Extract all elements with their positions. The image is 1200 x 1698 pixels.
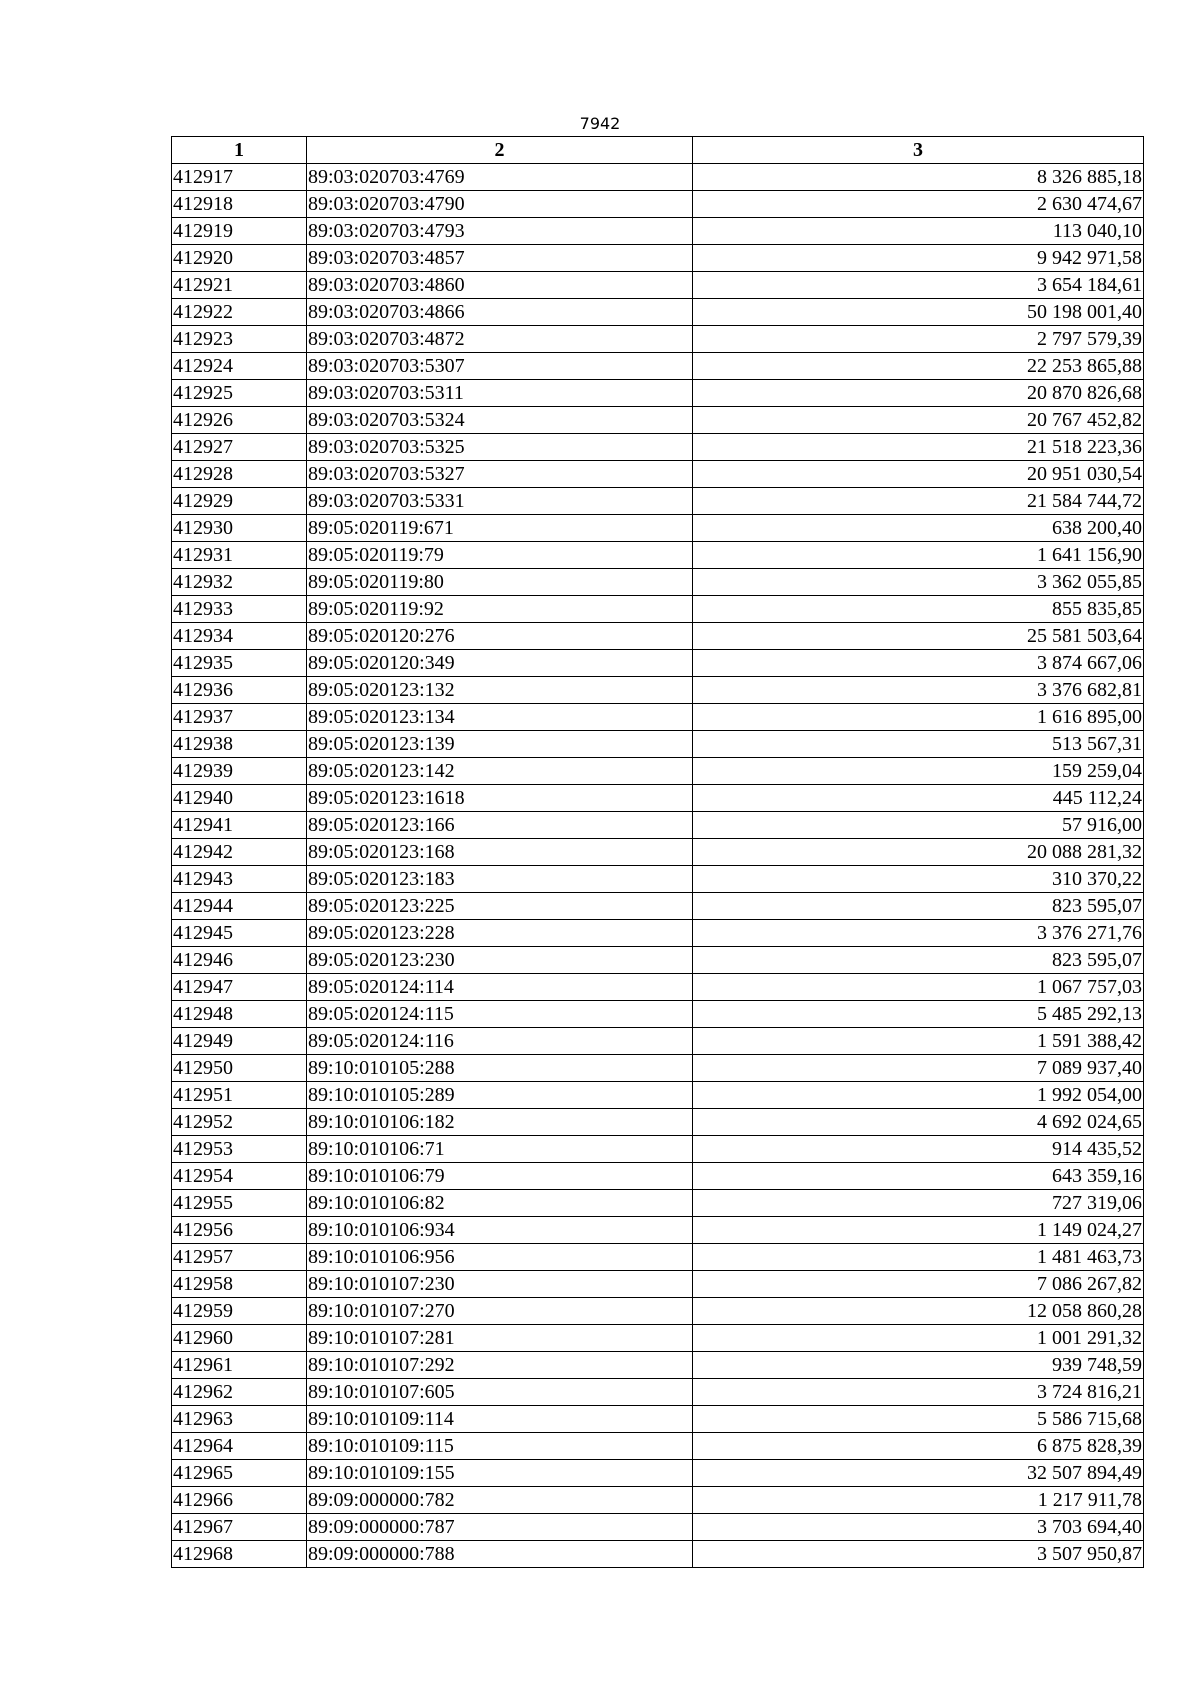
table-row bbox=[172, 623, 1144, 650]
cadastral-number-cell: 89:10:010106:956 bbox=[307, 1244, 693, 1271]
row-number-cell: 412943 bbox=[172, 866, 307, 893]
table-row bbox=[172, 245, 1144, 272]
row-number-cell: 412926 bbox=[172, 407, 307, 434]
row-number-cell: 412953 bbox=[172, 1136, 307, 1163]
row-number-cell: 412957 bbox=[172, 1244, 307, 1271]
table-row bbox=[172, 326, 1144, 353]
cadastral-number-cell: 89:10:010109:155 bbox=[307, 1460, 693, 1487]
cadastral-value-cell: 4 692 024,65 bbox=[693, 1109, 1144, 1136]
row-number-cell: 412944 bbox=[172, 893, 307, 920]
cadastral-number-cell: 89:05:020124:116 bbox=[307, 1028, 693, 1055]
table-row bbox=[172, 1433, 1144, 1460]
table-row bbox=[172, 407, 1144, 434]
row-number-cell: 412933 bbox=[172, 596, 307, 623]
row-number-cell: 412961 bbox=[172, 1352, 307, 1379]
cadastral-number-cell: 89:05:020123:132 bbox=[307, 677, 693, 704]
cadastral-value-cell: 1 616 895,00 bbox=[693, 704, 1144, 731]
cadastral-number-cell: 89:05:020123:142 bbox=[307, 758, 693, 785]
cadastral-value-cell: 914 435,52 bbox=[693, 1136, 1144, 1163]
cadastral-value-cell: 3 362 055,85 bbox=[693, 569, 1144, 596]
cadastral-number-cell: 89:05:020123:183 bbox=[307, 866, 693, 893]
table-row bbox=[172, 839, 1144, 866]
row-number-cell: 412965 bbox=[172, 1460, 307, 1487]
table-row bbox=[172, 542, 1144, 569]
cadastral-value-cell: 3 654 184,61 bbox=[693, 272, 1144, 299]
table-row bbox=[172, 353, 1144, 380]
table-row bbox=[172, 1163, 1144, 1190]
row-number-cell: 412938 bbox=[172, 731, 307, 758]
cadastral-value-cell: 727 319,06 bbox=[693, 1190, 1144, 1217]
cadastral-number-cell: 89:05:020119:79 bbox=[307, 542, 693, 569]
table-row bbox=[172, 434, 1144, 461]
row-number-cell: 412928 bbox=[172, 461, 307, 488]
cadastral-number-cell: 89:09:000000:782 bbox=[307, 1487, 693, 1514]
cadastral-value-cell: 3 376 271,76 bbox=[693, 920, 1144, 947]
cadastral-value-cell: 823 595,07 bbox=[693, 947, 1144, 974]
row-number-cell: 412955 bbox=[172, 1190, 307, 1217]
cadastral-value-cell: 159 259,04 bbox=[693, 758, 1144, 785]
table-row bbox=[172, 1001, 1144, 1028]
cadastral-value-cell: 20 951 030,54 bbox=[693, 461, 1144, 488]
table-row bbox=[172, 1352, 1144, 1379]
row-number-cell: 412920 bbox=[172, 245, 307, 272]
cadastral-number-cell: 89:05:020123:168 bbox=[307, 839, 693, 866]
table-row bbox=[172, 1460, 1144, 1487]
row-number-cell: 412945 bbox=[172, 920, 307, 947]
cadastral-number-cell: 89:03:020703:4857 bbox=[307, 245, 693, 272]
cadastral-value-cell: 22 253 865,88 bbox=[693, 353, 1144, 380]
cadastral-number-cell: 89:05:020123:139 bbox=[307, 731, 693, 758]
cadastral-value-cell: 21 518 223,36 bbox=[693, 434, 1144, 461]
row-number-cell: 412932 bbox=[172, 569, 307, 596]
table-row bbox=[172, 1514, 1144, 1541]
cadastral-number-cell: 89:03:020703:5325 bbox=[307, 434, 693, 461]
cadastral-number-cell: 89:05:020123:134 bbox=[307, 704, 693, 731]
table-row bbox=[172, 731, 1144, 758]
header-col-2: 2 bbox=[307, 137, 693, 164]
row-number-cell: 412925 bbox=[172, 380, 307, 407]
table-row bbox=[172, 218, 1144, 245]
cadastral-number-cell: 89:10:010106:71 bbox=[307, 1136, 693, 1163]
header-col-3: 3 bbox=[693, 137, 1144, 164]
cadastral-value-cell: 8 326 885,18 bbox=[693, 164, 1144, 191]
row-number-cell: 412967 bbox=[172, 1514, 307, 1541]
row-number-cell: 412951 bbox=[172, 1082, 307, 1109]
table-row bbox=[172, 1082, 1144, 1109]
table-row bbox=[172, 1055, 1144, 1082]
row-number-cell: 412931 bbox=[172, 542, 307, 569]
table-row bbox=[172, 488, 1144, 515]
table-row bbox=[172, 920, 1144, 947]
cadastral-value-cell: 3 724 816,21 bbox=[693, 1379, 1144, 1406]
cadastral-number-cell: 89:03:020703:5324 bbox=[307, 407, 693, 434]
table-body bbox=[172, 164, 1144, 1568]
row-number-cell: 412924 bbox=[172, 353, 307, 380]
cadastral-value-cell: 25 581 503,64 bbox=[693, 623, 1144, 650]
row-number-cell: 412940 bbox=[172, 785, 307, 812]
cadastral-number-cell: 89:05:020120:349 bbox=[307, 650, 693, 677]
header-row bbox=[172, 137, 1144, 164]
table-row bbox=[172, 1217, 1144, 1244]
table-row bbox=[172, 1271, 1144, 1298]
row-number-cell: 412939 bbox=[172, 758, 307, 785]
cadastral-value-cell: 9 942 971,58 bbox=[693, 245, 1144, 272]
cadastral-number-cell: 89:10:010109:115 bbox=[307, 1433, 693, 1460]
table-row bbox=[172, 596, 1144, 623]
cadastral-number-cell: 89:10:010106:934 bbox=[307, 1217, 693, 1244]
header-col-1: 1 bbox=[172, 137, 307, 164]
cadastral-value-table bbox=[171, 136, 1144, 1568]
row-number-cell: 412942 bbox=[172, 839, 307, 866]
cadastral-value-cell: 3 376 682,81 bbox=[693, 677, 1144, 704]
cadastral-number-cell: 89:10:010107:292 bbox=[307, 1352, 693, 1379]
cadastral-value-cell: 939 748,59 bbox=[693, 1352, 1144, 1379]
cadastral-value-cell: 1 217 911,78 bbox=[693, 1487, 1144, 1514]
table-row bbox=[172, 893, 1144, 920]
table-row bbox=[172, 785, 1144, 812]
cadastral-value-cell: 1 149 024,27 bbox=[693, 1217, 1144, 1244]
cadastral-number-cell: 89:05:020123:1618 bbox=[307, 785, 693, 812]
row-number-cell: 412917 bbox=[172, 164, 307, 191]
table-row bbox=[172, 461, 1144, 488]
row-number-cell: 412922 bbox=[172, 299, 307, 326]
cadastral-number-cell: 89:05:020124:115 bbox=[307, 1001, 693, 1028]
table-row bbox=[172, 164, 1144, 191]
table-row bbox=[172, 1487, 1144, 1514]
cadastral-value-cell: 823 595,07 bbox=[693, 893, 1144, 920]
cadastral-value-cell: 7 086 267,82 bbox=[693, 1271, 1144, 1298]
cadastral-number-cell: 89:10:010106:79 bbox=[307, 1163, 693, 1190]
cadastral-value-cell: 3 874 667,06 bbox=[693, 650, 1144, 677]
cadastral-value-cell: 5 485 292,13 bbox=[693, 1001, 1144, 1028]
row-number-cell: 412947 bbox=[172, 974, 307, 1001]
row-number-cell: 412950 bbox=[172, 1055, 307, 1082]
cadastral-number-cell: 89:03:020703:4790 bbox=[307, 191, 693, 218]
cadastral-value-cell: 445 112,24 bbox=[693, 785, 1144, 812]
row-number-cell: 412923 bbox=[172, 326, 307, 353]
cadastral-value-cell: 855 835,85 bbox=[693, 596, 1144, 623]
table-row bbox=[172, 272, 1144, 299]
cadastral-number-cell: 89:10:010105:288 bbox=[307, 1055, 693, 1082]
table-row bbox=[172, 1406, 1144, 1433]
row-number-cell: 412946 bbox=[172, 947, 307, 974]
cadastral-number-cell: 89:10:010107:605 bbox=[307, 1379, 693, 1406]
table-row bbox=[172, 704, 1144, 731]
row-number-cell: 412921 bbox=[172, 272, 307, 299]
row-number-cell: 412941 bbox=[172, 812, 307, 839]
table-row bbox=[172, 1541, 1144, 1568]
cadastral-number-cell: 89:10:010106:82 bbox=[307, 1190, 693, 1217]
cadastral-value-cell: 50 198 001,40 bbox=[693, 299, 1144, 326]
row-number-cell: 412956 bbox=[172, 1217, 307, 1244]
cadastral-number-cell: 89:10:010105:289 bbox=[307, 1082, 693, 1109]
table-row bbox=[172, 974, 1144, 1001]
table-row bbox=[172, 1190, 1144, 1217]
cadastral-value-cell: 20 767 452,82 bbox=[693, 407, 1144, 434]
cadastral-value-cell: 3 507 950,87 bbox=[693, 1541, 1144, 1568]
cadastral-number-cell: 89:05:020119:92 bbox=[307, 596, 693, 623]
table-row bbox=[172, 1109, 1144, 1136]
table-row bbox=[172, 947, 1144, 974]
row-number-cell: 412934 bbox=[172, 623, 307, 650]
cadastral-number-cell: 89:05:020123:166 bbox=[307, 812, 693, 839]
table-row bbox=[172, 677, 1144, 704]
row-number-cell: 412949 bbox=[172, 1028, 307, 1055]
table-row bbox=[172, 299, 1144, 326]
row-number-cell: 412948 bbox=[172, 1001, 307, 1028]
cadastral-value-cell: 113 040,10 bbox=[693, 218, 1144, 245]
cadastral-number-cell: 89:10:010107:270 bbox=[307, 1298, 693, 1325]
cadastral-number-cell: 89:05:020123:230 bbox=[307, 947, 693, 974]
cadastral-number-cell: 89:05:020119:80 bbox=[307, 569, 693, 596]
cadastral-number-cell: 89:09:000000:787 bbox=[307, 1514, 693, 1541]
cadastral-number-cell: 89:03:020703:5327 bbox=[307, 461, 693, 488]
cadastral-value-cell: 1 992 054,00 bbox=[693, 1082, 1144, 1109]
cadastral-number-cell: 89:03:020703:4872 bbox=[307, 326, 693, 353]
cadastral-number-cell: 89:10:010107:230 bbox=[307, 1271, 693, 1298]
cadastral-number-cell: 89:03:020703:4769 bbox=[307, 164, 693, 191]
cadastral-number-cell: 89:03:020703:4860 bbox=[307, 272, 693, 299]
cadastral-value-cell: 5 586 715,68 bbox=[693, 1406, 1144, 1433]
row-number-cell: 412968 bbox=[172, 1541, 307, 1568]
cadastral-value-cell: 21 584 744,72 bbox=[693, 488, 1144, 515]
row-number-cell: 412966 bbox=[172, 1487, 307, 1514]
row-number-cell: 412919 bbox=[172, 218, 307, 245]
cadastral-value-cell: 7 089 937,40 bbox=[693, 1055, 1144, 1082]
cadastral-number-cell: 89:09:000000:788 bbox=[307, 1541, 693, 1568]
row-number-cell: 412958 bbox=[172, 1271, 307, 1298]
cadastral-value-cell: 1 591 388,42 bbox=[693, 1028, 1144, 1055]
cadastral-value-cell: 20 088 281,32 bbox=[693, 839, 1144, 866]
table-row bbox=[172, 1136, 1144, 1163]
table-row bbox=[172, 191, 1144, 218]
cadastral-value-cell: 1 067 757,03 bbox=[693, 974, 1144, 1001]
cadastral-number-cell: 89:10:010107:281 bbox=[307, 1325, 693, 1352]
cadastral-number-cell: 89:03:020703:5307 bbox=[307, 353, 693, 380]
cadastral-value-cell: 513 567,31 bbox=[693, 731, 1144, 758]
row-number-cell: 412929 bbox=[172, 488, 307, 515]
table-row bbox=[172, 650, 1144, 677]
table-row bbox=[172, 1379, 1144, 1406]
cadastral-value-cell: 1 641 156,90 bbox=[693, 542, 1144, 569]
row-number-cell: 412959 bbox=[172, 1298, 307, 1325]
table-row bbox=[172, 569, 1144, 596]
table-row bbox=[172, 866, 1144, 893]
cadastral-number-cell: 89:05:020123:228 bbox=[307, 920, 693, 947]
row-number-cell: 412927 bbox=[172, 434, 307, 461]
row-number-cell: 412954 bbox=[172, 1163, 307, 1190]
cadastral-value-cell: 6 875 828,39 bbox=[693, 1433, 1144, 1460]
cadastral-value-cell: 2 797 579,39 bbox=[693, 326, 1144, 353]
cadastral-value-cell: 20 870 826,68 bbox=[693, 380, 1144, 407]
cadastral-number-cell: 89:05:020124:114 bbox=[307, 974, 693, 1001]
table-row bbox=[172, 1028, 1144, 1055]
row-number-cell: 412930 bbox=[172, 515, 307, 542]
table-row bbox=[172, 1298, 1144, 1325]
table-row bbox=[172, 380, 1144, 407]
table-header bbox=[172, 137, 1144, 164]
row-number-cell: 412937 bbox=[172, 704, 307, 731]
cadastral-number-cell: 89:10:010106:182 bbox=[307, 1109, 693, 1136]
cadastral-number-cell: 89:05:020120:276 bbox=[307, 623, 693, 650]
cadastral-value-cell: 12 058 860,28 bbox=[693, 1298, 1144, 1325]
table-row bbox=[172, 758, 1144, 785]
cadastral-value-cell: 32 507 894,49 bbox=[693, 1460, 1144, 1487]
cadastral-number-cell: 89:03:020703:4793 bbox=[307, 218, 693, 245]
cadastral-number-cell: 89:03:020703:5331 bbox=[307, 488, 693, 515]
table-row bbox=[172, 515, 1144, 542]
row-number-cell: 412952 bbox=[172, 1109, 307, 1136]
cadastral-value-cell: 2 630 474,67 bbox=[693, 191, 1144, 218]
cadastral-value-cell: 1 001 291,32 bbox=[693, 1325, 1144, 1352]
cadastral-number-cell: 89:05:020123:225 bbox=[307, 893, 693, 920]
page-number: 7942 bbox=[579, 114, 621, 133]
row-number-cell: 412962 bbox=[172, 1379, 307, 1406]
row-number-cell: 412963 bbox=[172, 1406, 307, 1433]
cadastral-number-cell: 89:03:020703:4866 bbox=[307, 299, 693, 326]
row-number-cell: 412964 bbox=[172, 1433, 307, 1460]
cadastral-number-cell: 89:05:020119:671 bbox=[307, 515, 693, 542]
cadastral-value-cell: 3 703 694,40 bbox=[693, 1514, 1144, 1541]
cadastral-value-cell: 643 359,16 bbox=[693, 1163, 1144, 1190]
cadastral-value-cell: 57 916,00 bbox=[693, 812, 1144, 839]
table-row bbox=[172, 812, 1144, 839]
row-number-cell: 412918 bbox=[172, 191, 307, 218]
row-number-cell: 412936 bbox=[172, 677, 307, 704]
cadastral-value-cell: 310 370,22 bbox=[693, 866, 1144, 893]
row-number-cell: 412960 bbox=[172, 1325, 307, 1352]
table-row bbox=[172, 1325, 1144, 1352]
cadastral-value-cell: 638 200,40 bbox=[693, 515, 1144, 542]
cadastral-number-cell: 89:03:020703:5311 bbox=[307, 380, 693, 407]
cadastral-number-cell: 89:10:010109:114 bbox=[307, 1406, 693, 1433]
row-number-cell: 412935 bbox=[172, 650, 307, 677]
cadastral-value-cell: 1 481 463,73 bbox=[693, 1244, 1144, 1271]
table-row bbox=[172, 1244, 1144, 1271]
